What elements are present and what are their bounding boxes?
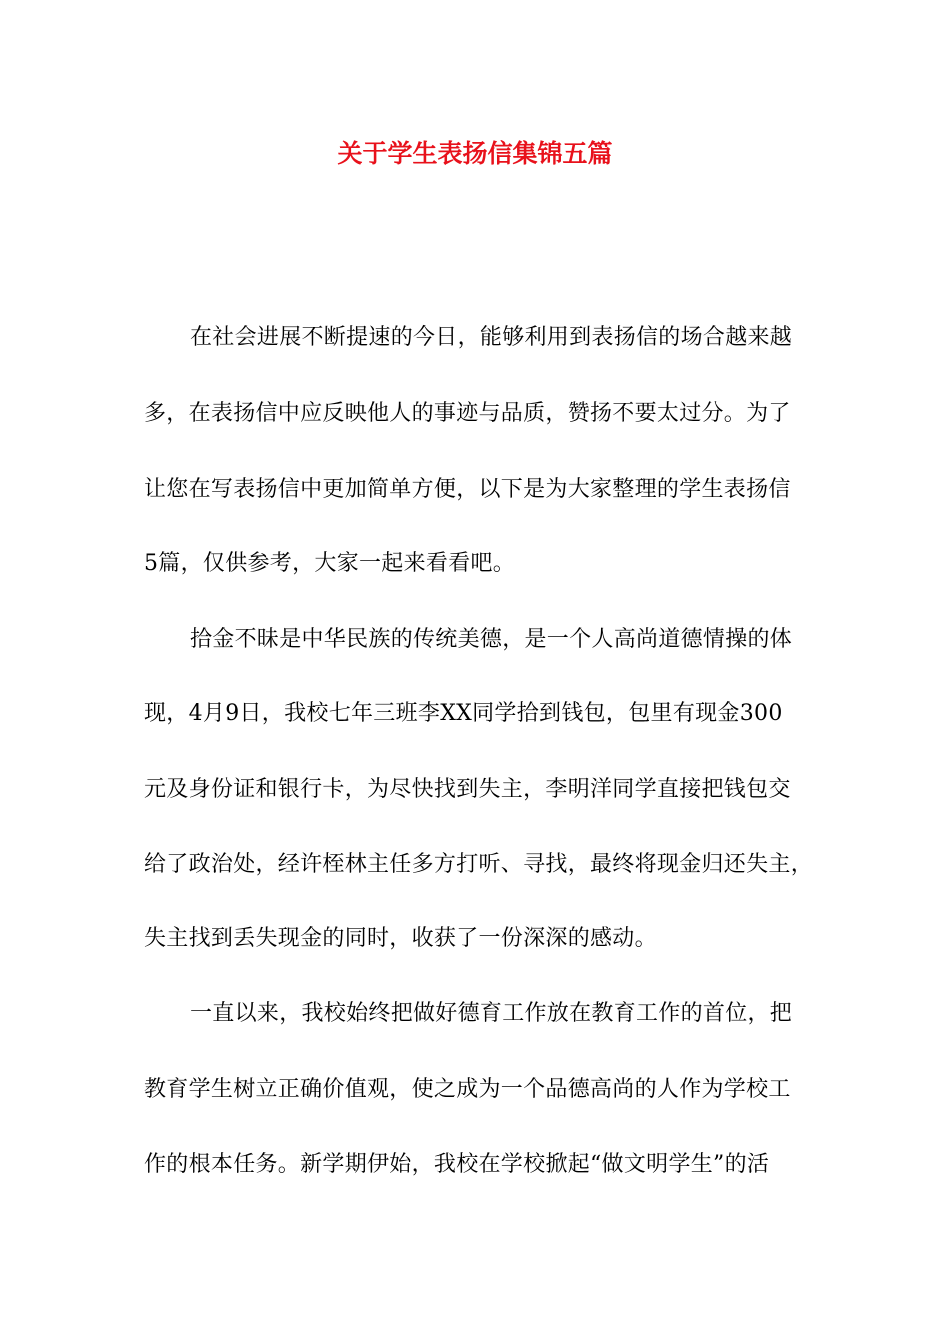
paragraph-line: 让您在写表扬信中更加简单方便，以下是为大家整理的学生表扬信 bbox=[144, 477, 791, 502]
paragraph-line: 教育学生树立正确价值观，使之成为一个品德高尚的人作为学校工 bbox=[144, 1077, 791, 1102]
paragraph-line: 多，在表扬信中应反映他人的事迹与品质，赞扬不要太过分。为了 bbox=[144, 401, 791, 426]
paragraph-line: 作的根本任务。新学期伊始，我校在学校掀起“做文明学生”的活 bbox=[144, 1152, 770, 1177]
paragraph-line: 失主找到丢失现金的同时，收获了一份深深的感动。 bbox=[144, 926, 657, 951]
paragraph-line: 在社会进展不断提速的今日，能够利用到表扬信的场合越来越 bbox=[190, 325, 793, 350]
document-title: 关于学生表扬信集锦五篇 bbox=[337, 139, 613, 168]
paragraph-line: 拾金不昧是中华民族的传统美德，是一个人高尚道德情操的体 bbox=[190, 627, 793, 652]
paragraph-line: 元及身份证和银行卡，为尽快找到失主，李明洋同学直接把钱包交 bbox=[144, 777, 791, 802]
paragraph-line: 5篇，仅供参考，大家一起来看看吧。 bbox=[144, 551, 516, 576]
paragraph-line: 一直以来，我校始终把做好德育工作放在教育工作的首位，把 bbox=[190, 1001, 793, 1026]
paragraph-line: 现，4月9日，我校七年三班李XX同学拾到钱包，包里有现金300 bbox=[144, 701, 783, 726]
paragraph-line: 给了政治处，经许桎林主任多方打听、寻找，最终将现金归还失主， bbox=[144, 852, 814, 877]
